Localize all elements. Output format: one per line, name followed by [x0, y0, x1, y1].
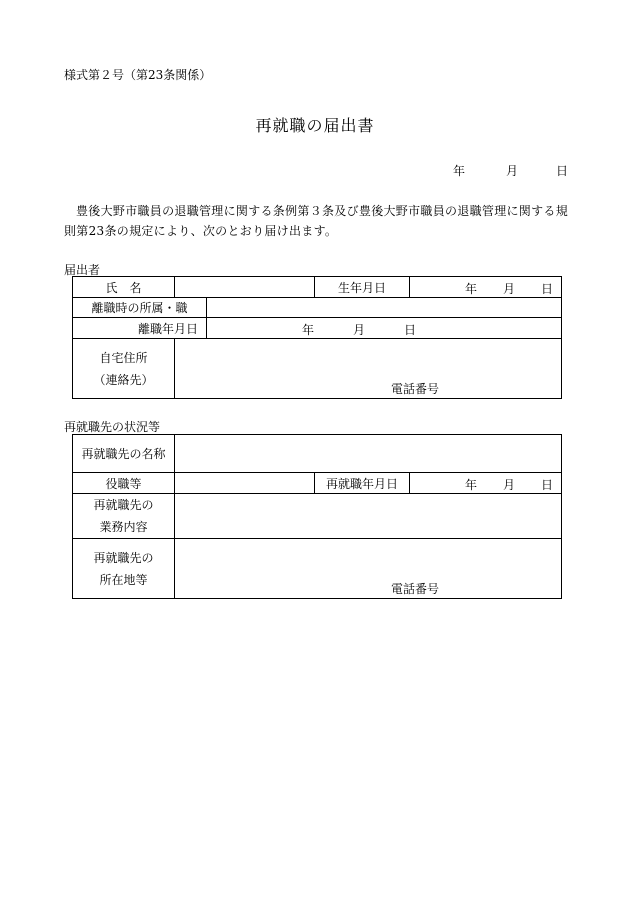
- address-field[interactable]: [175, 339, 562, 399]
- applicant-table: [72, 276, 562, 399]
- dept-field[interactable]: [207, 298, 562, 318]
- start-day: 日: [541, 478, 554, 492]
- business-field[interactable]: [175, 494, 562, 539]
- business-row: [73, 494, 562, 539]
- start-year: 年: [465, 478, 478, 492]
- retire-date-row: [73, 318, 562, 339]
- applicant-section-title: 届出者: [64, 263, 101, 277]
- start-date-field[interactable]: [410, 473, 562, 494]
- form-number: 様式第２号（第23条関係）: [64, 68, 212, 82]
- business-label: [73, 494, 175, 539]
- retire-year: 年: [302, 323, 315, 337]
- newjob-table: [72, 434, 562, 599]
- retire-day: 日: [404, 323, 417, 337]
- retire-date-label: 離職年月日: [73, 318, 207, 339]
- newjob-name-field[interactable]: [175, 435, 562, 473]
- declaration-text: 豊後大野市職員の退職管理に関する条例第３条及び豊後大野市職員の退職管理に関する規則第23条の規定により、次のとおり届け出ます。: [64, 204, 569, 238]
- birthdate-month: 月: [503, 282, 516, 296]
- address-label: [73, 339, 175, 399]
- retire-date-field[interactable]: [207, 318, 562, 339]
- location-field[interactable]: [175, 539, 562, 599]
- start-date-label: 再就職年月日: [315, 473, 410, 494]
- location-label-line2: 所在地等: [99, 572, 148, 587]
- address-label-line1: 自宅住所: [99, 350, 148, 365]
- address-phone-label: 電話番号: [391, 382, 440, 396]
- dept-row: [73, 298, 562, 318]
- address-row: [73, 339, 562, 399]
- location-phone-label: 電話番号: [391, 582, 440, 596]
- dept-label: 離職時の所属・職: [73, 298, 207, 318]
- start-month: 月: [503, 478, 516, 492]
- name-label: 氏 名: [73, 277, 175, 298]
- position-row: [73, 473, 562, 494]
- date-day-label: 日: [556, 164, 569, 178]
- birthdate-label: 生年月日: [315, 277, 410, 298]
- document-title: 再就職の届出書: [255, 116, 375, 135]
- newjob-section-title: 再就職先の状況等: [64, 420, 161, 434]
- retire-month: 月: [353, 323, 366, 337]
- position-field[interactable]: [175, 473, 315, 494]
- location-label: [73, 539, 175, 599]
- applicant-name-row: [73, 277, 562, 298]
- birthdate-field[interactable]: [410, 277, 562, 298]
- business-label-line1: 再就職先の: [93, 498, 154, 512]
- newjob-name-row: [73, 435, 562, 473]
- birthdate-year: 年: [465, 282, 478, 296]
- birthdate-day: 日: [541, 282, 554, 296]
- location-label-line1: 再就職先の: [93, 550, 154, 565]
- location-row: [73, 539, 562, 599]
- name-field[interactable]: [175, 277, 315, 298]
- date-year-label: 年: [453, 164, 466, 178]
- address-label-line2: （連絡先）: [93, 372, 154, 387]
- business-label-line2: 業務内容: [99, 520, 148, 534]
- newjob-name-label: 再就職先の名称: [73, 435, 175, 473]
- date-month-label: 月: [506, 164, 519, 178]
- position-label: 役職等: [73, 473, 175, 494]
